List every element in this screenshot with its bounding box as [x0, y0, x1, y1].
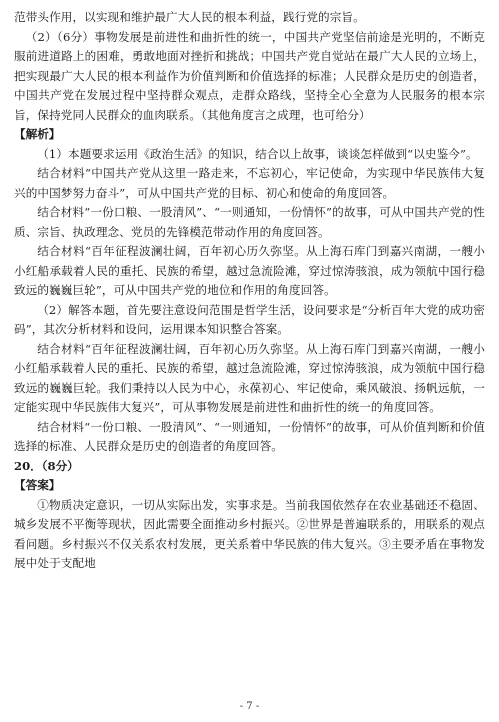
analysis-paragraph-4: 结合材料“百年征程波澜壮阔，百年初心历久弥坚。从上海石库门到嘉兴南湖，一艘小小红船承载着人民的重托、民族的希望，越过急流险滩，穿过惊涛骇浪，成为领航中国行稳致远的巍巍巨轮”，可从中国共产党的地位和作用的角度回答。	[14, 244, 485, 297]
analysis-heading: 【解析】	[14, 127, 61, 141]
answer-20-paragraph: ①物质决定意识，一切从实际出发，实事求是。当前我国依然存在农业基础还不稳固、城乡发展不平衡等现状，因此需要全面推动乡村振兴。②世界是普遍联系的，用联系的观点看问题。乡村振兴不仅关系农村发展，更关系着中华民族的伟大复兴。③主要矛盾在事物发展中处于支配地	[14, 497, 485, 570]
analysis-paragraph-5: （2）解答本题，首先要注意设问范围是哲学生活，设问要求是“分析百年大党的成功密码”，其次分析材料和设问，运用课本知识整合答案。	[14, 302, 485, 336]
analysis-paragraph-7: 结合材料“一份口粮、一股清风”、“一则通知，一份情怀”的故事，可从价值判断和价值选择的标准、人民群众是历史的创造者的角度回答。	[14, 419, 485, 453]
answer-paragraph-1-end: 范带头作用，以实现和维护最广大人民的根本利益，践行党的宗旨。	[14, 10, 365, 24]
question-20-label: 20．（8分）	[14, 458, 79, 473]
answer-heading: 【答案】	[14, 478, 61, 492]
analysis-paragraph-1: （1）本题要求运用《政治生活》的知识，结合以上故事，谈谈怎样做到“以史鉴今”。	[37, 146, 478, 161]
analysis-paragraph-3: 结合材料“一份口粮、一股清风”、“一则通知，一份情怀”的故事，可从中国共产党的性质、宗旨、执政理念、党员的先锋模范带动作用的角度回答。	[14, 205, 485, 239]
analysis-paragraph-2: 结合材料“中国共产党从这里一路走来，不忘初心，牢记使命，为实现中华民族伟大复兴的中国梦努力奋斗”，可从中国共产党的目标、初心和使命的角度回答。	[14, 166, 485, 200]
analysis-paragraph-6: 结合材料“百年征程波澜壮阔，百年初心历久弥坚。从上海石库门到嘉兴南湖，一艘小小红船承载着人民的重托、民族的希望，越过急流险滩，穿过惊涛骇浪，成为领航中国行稳致远的巍巍巨轮。我们秉持以人民为中心，永葆初心、牢记使命，乘风破浪、扬帆远航，一定能实现中华民族伟大复兴”，可从事物发展是前进性和曲折性的统一的角度回答。	[14, 341, 485, 414]
page-number: - 7 -	[239, 701, 260, 712]
answer-paragraph-2: （2）（6分）事物发展是前进性和曲折性的统一，中国共产党坚信前途是光明的，不断克服前进道路上的困难，勇敢地面对挫折和挑战；中国共产党自觉站在最广大人民的立场上，把实现最广大人民的根本利益作为价值判断和价值选择的标准；人民群众是历史的创造者，中国共产党在发展过程中坚持群众观点，走群众路线，坚持全心全意为人民服务的根本宗旨，保持党同人民群众的血肉联系。（其他角度言之成理，也可给分）	[14, 29, 485, 122]
